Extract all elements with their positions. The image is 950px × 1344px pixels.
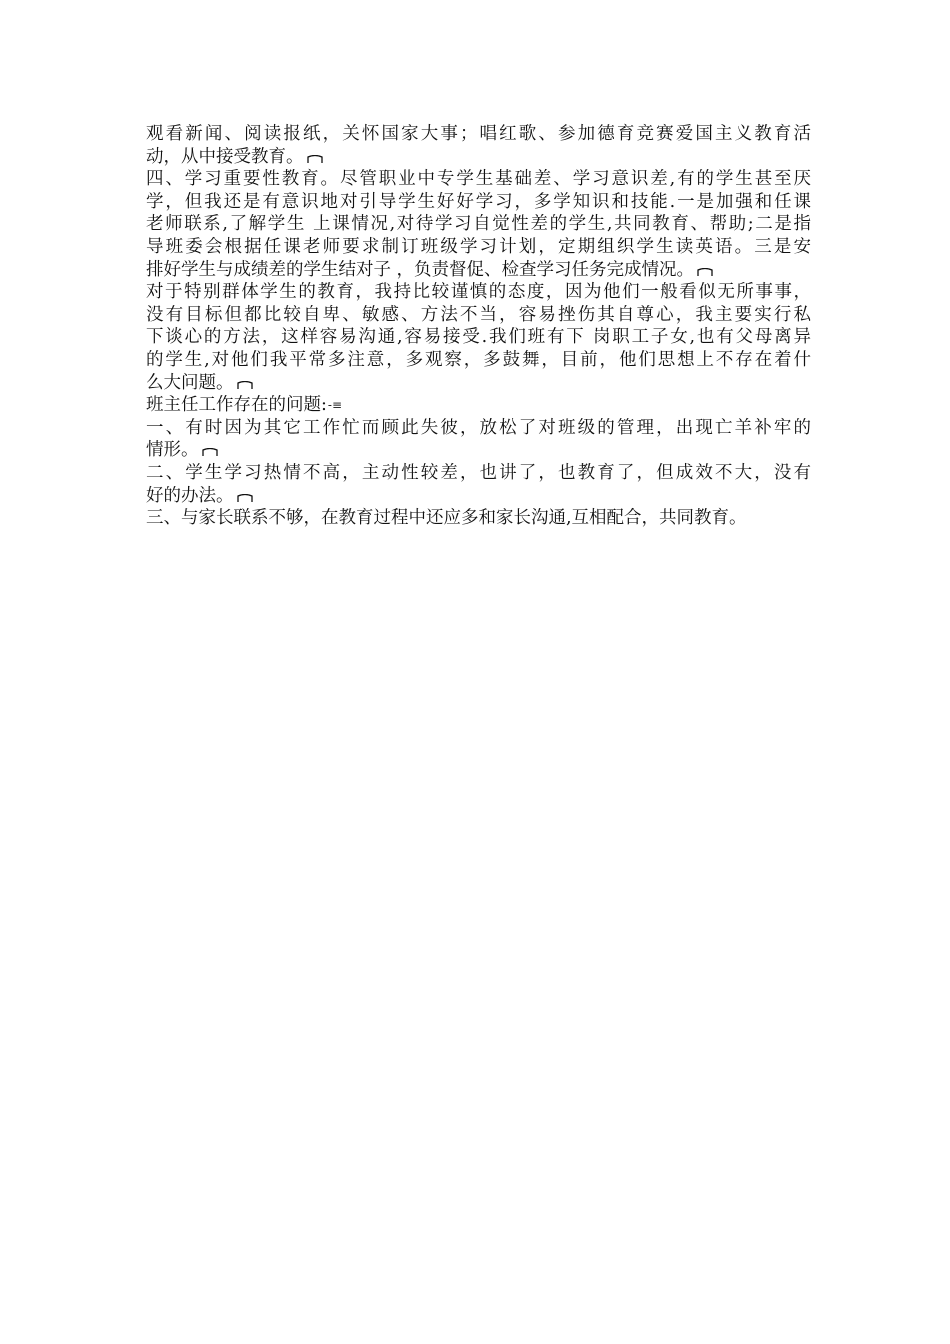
text-line [146,439,811,462]
paragraph [146,168,811,281]
paragraph-mark-icon [307,155,323,164]
text-line: 的学生,对他们我平常多注意，多观察，多鼓舞，目前，他们思想上不存在着什 [146,349,811,370]
paragraph [146,507,811,530]
text-line [146,146,811,169]
text-line-content: 动，从中接受教育。 [146,146,304,167]
text-line [146,394,811,417]
paragraph-mark-icon [202,448,218,457]
text-line: 没有目标但都比较自卑、敏感、方法不当，容易挫伤其自尊心，我主要实行私 [146,304,811,325]
paragraph [146,281,811,394]
text-line: 三、与家长联系不够，在教育过程中还应多和家长沟通,互相配合，共同教育。 [146,508,747,529]
text-line-content: 排好学生与成绩差的学生结对子 ，负责督促、检查学习任务完成情况。 [146,259,695,280]
paragraph-mark-icon [237,494,253,503]
text-line: 二、学生学习热情不高，主动性较差，也讲了，也教育了，但成效不大，没有 [146,462,811,483]
paragraph-mark-icon [697,268,713,277]
text-line-content: 么大问题。 [146,372,234,393]
text-line: 一、有时因为其它工作忙而顾此失彼，放松了对班级的管理，出现亡羊补牢的 [146,417,811,438]
text-line-content: 情形。 [146,440,199,461]
text-line: 四、学习重要性教育。尽管职业中专学生基础差、学习意识差,有的学生甚至厌 [146,169,811,190]
text-line: 导班委会根据任课老师要求制订班级学习计划，定期组织学生读英语。三是安 [146,236,811,257]
text-line: 学，但我还是有意识地对引导学生好好学习，多学知识和技能.一是加强和任课 [146,191,811,212]
paragraph [146,462,811,507]
paragraph [146,123,811,168]
text-line: 下谈心的方法，这样容易沟通,容易接受.我们班有下 岗职工子女,也有父母离异 [146,327,811,348]
paragraph-mark-icon [237,381,253,390]
paragraph [146,417,811,462]
text-line [146,259,811,282]
text-line-content: 好的办法。 [146,485,234,506]
heading-text: 班主任工作存在的问题: [146,395,327,416]
heading-tail-mark: -≡ [327,398,343,413]
text-line: 观看新闻、阅读报纸，关怀国家大事；唱红歌、参加德育竞赛爱国主义教育活 [146,124,811,144]
text-line [146,372,811,395]
document-body [146,123,811,530]
text-line [146,485,811,508]
text-line: 对于特别群体学生的教育，我持比较谨慎的态度，因为他们一般看似无所事事， [146,282,811,303]
section-heading [146,394,811,417]
text-line: 老师联系,了解学生 上课情况,对待学习自觉性差的学生,共同教育、帮助;二是指 [146,214,811,235]
